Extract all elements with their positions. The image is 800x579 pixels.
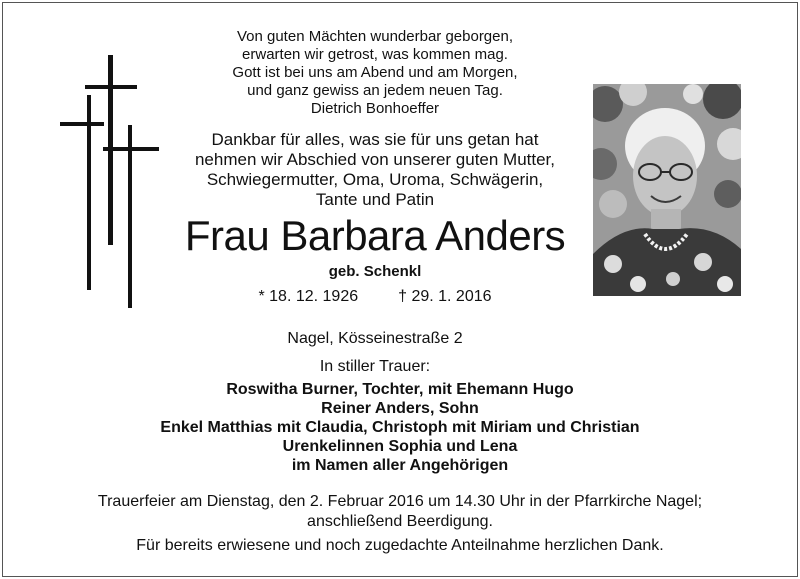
funeral-info	[20, 492, 780, 532]
poem-line: erwarten wir getrost, was kommen mag.	[242, 46, 508, 63]
mourner-line: Enkel Matthias mit Claudia, Christoph mit Miriam und Christian	[160, 419, 640, 436]
portrait-image	[593, 84, 741, 296]
maiden-name: geb. Schenkl	[328, 263, 422, 280]
mourners-list	[60, 380, 740, 475]
intro-line: Schwiegermutter, Oma, Uroma, Schwägerin,	[206, 170, 544, 189]
death-date: † 29. 1. 2016	[398, 288, 492, 305]
intro-line: Dankbar für alles, was sie für uns getan hat	[211, 130, 539, 149]
birth-date: * 18. 12. 1926	[258, 288, 359, 305]
intro-line: nehmen wir Abschied von unserer guten Mutter,	[194, 150, 556, 169]
mourning-heading: In stiller Trauer:	[319, 358, 431, 375]
intro-line: Tante und Patin	[315, 190, 435, 209]
poem-line: und ganz gewiss an jedem neuen Tag.	[247, 82, 503, 99]
poem-line: Von guten Mächten wunderbar geborgen,	[236, 28, 514, 45]
mourner-line: Reiner Anders, Sohn	[321, 400, 479, 417]
thanks-line: Für bereits erwiesene und noch zugedachte Anteilnahme herzlichen Dank.	[136, 537, 664, 554]
cross-left-horizontal	[60, 122, 104, 126]
life-dates	[175, 288, 575, 306]
funeral-line: Trauerfeier am Dienstag, den 2. Februar 2016 um 14.30 Uhr in der Pfarrkirche Nagel;	[97, 493, 703, 510]
poem-author: Dietrich Bonhoeffer	[310, 100, 440, 117]
poem-quote	[175, 28, 575, 118]
mourner-line: Urenkelinnen Sophia und Lena	[282, 438, 518, 455]
mourner-line: Roswitha Burner, Tochter, mit Ehemann Hugo	[226, 381, 574, 398]
intro-text	[140, 130, 610, 210]
poem-line: Gott ist bei uns am Abend und am Morgen,	[232, 64, 518, 81]
mourner-line: im Namen aller Angehörigen	[291, 457, 509, 474]
address: Nagel, Kösseinestraße 2	[287, 330, 463, 347]
funeral-line: anschließend Beerdigung.	[307, 513, 493, 530]
deceased-name: Frau Barbara Anders	[184, 212, 566, 259]
cross-middle-horizontal	[85, 85, 137, 89]
portrait-photo	[593, 84, 741, 296]
